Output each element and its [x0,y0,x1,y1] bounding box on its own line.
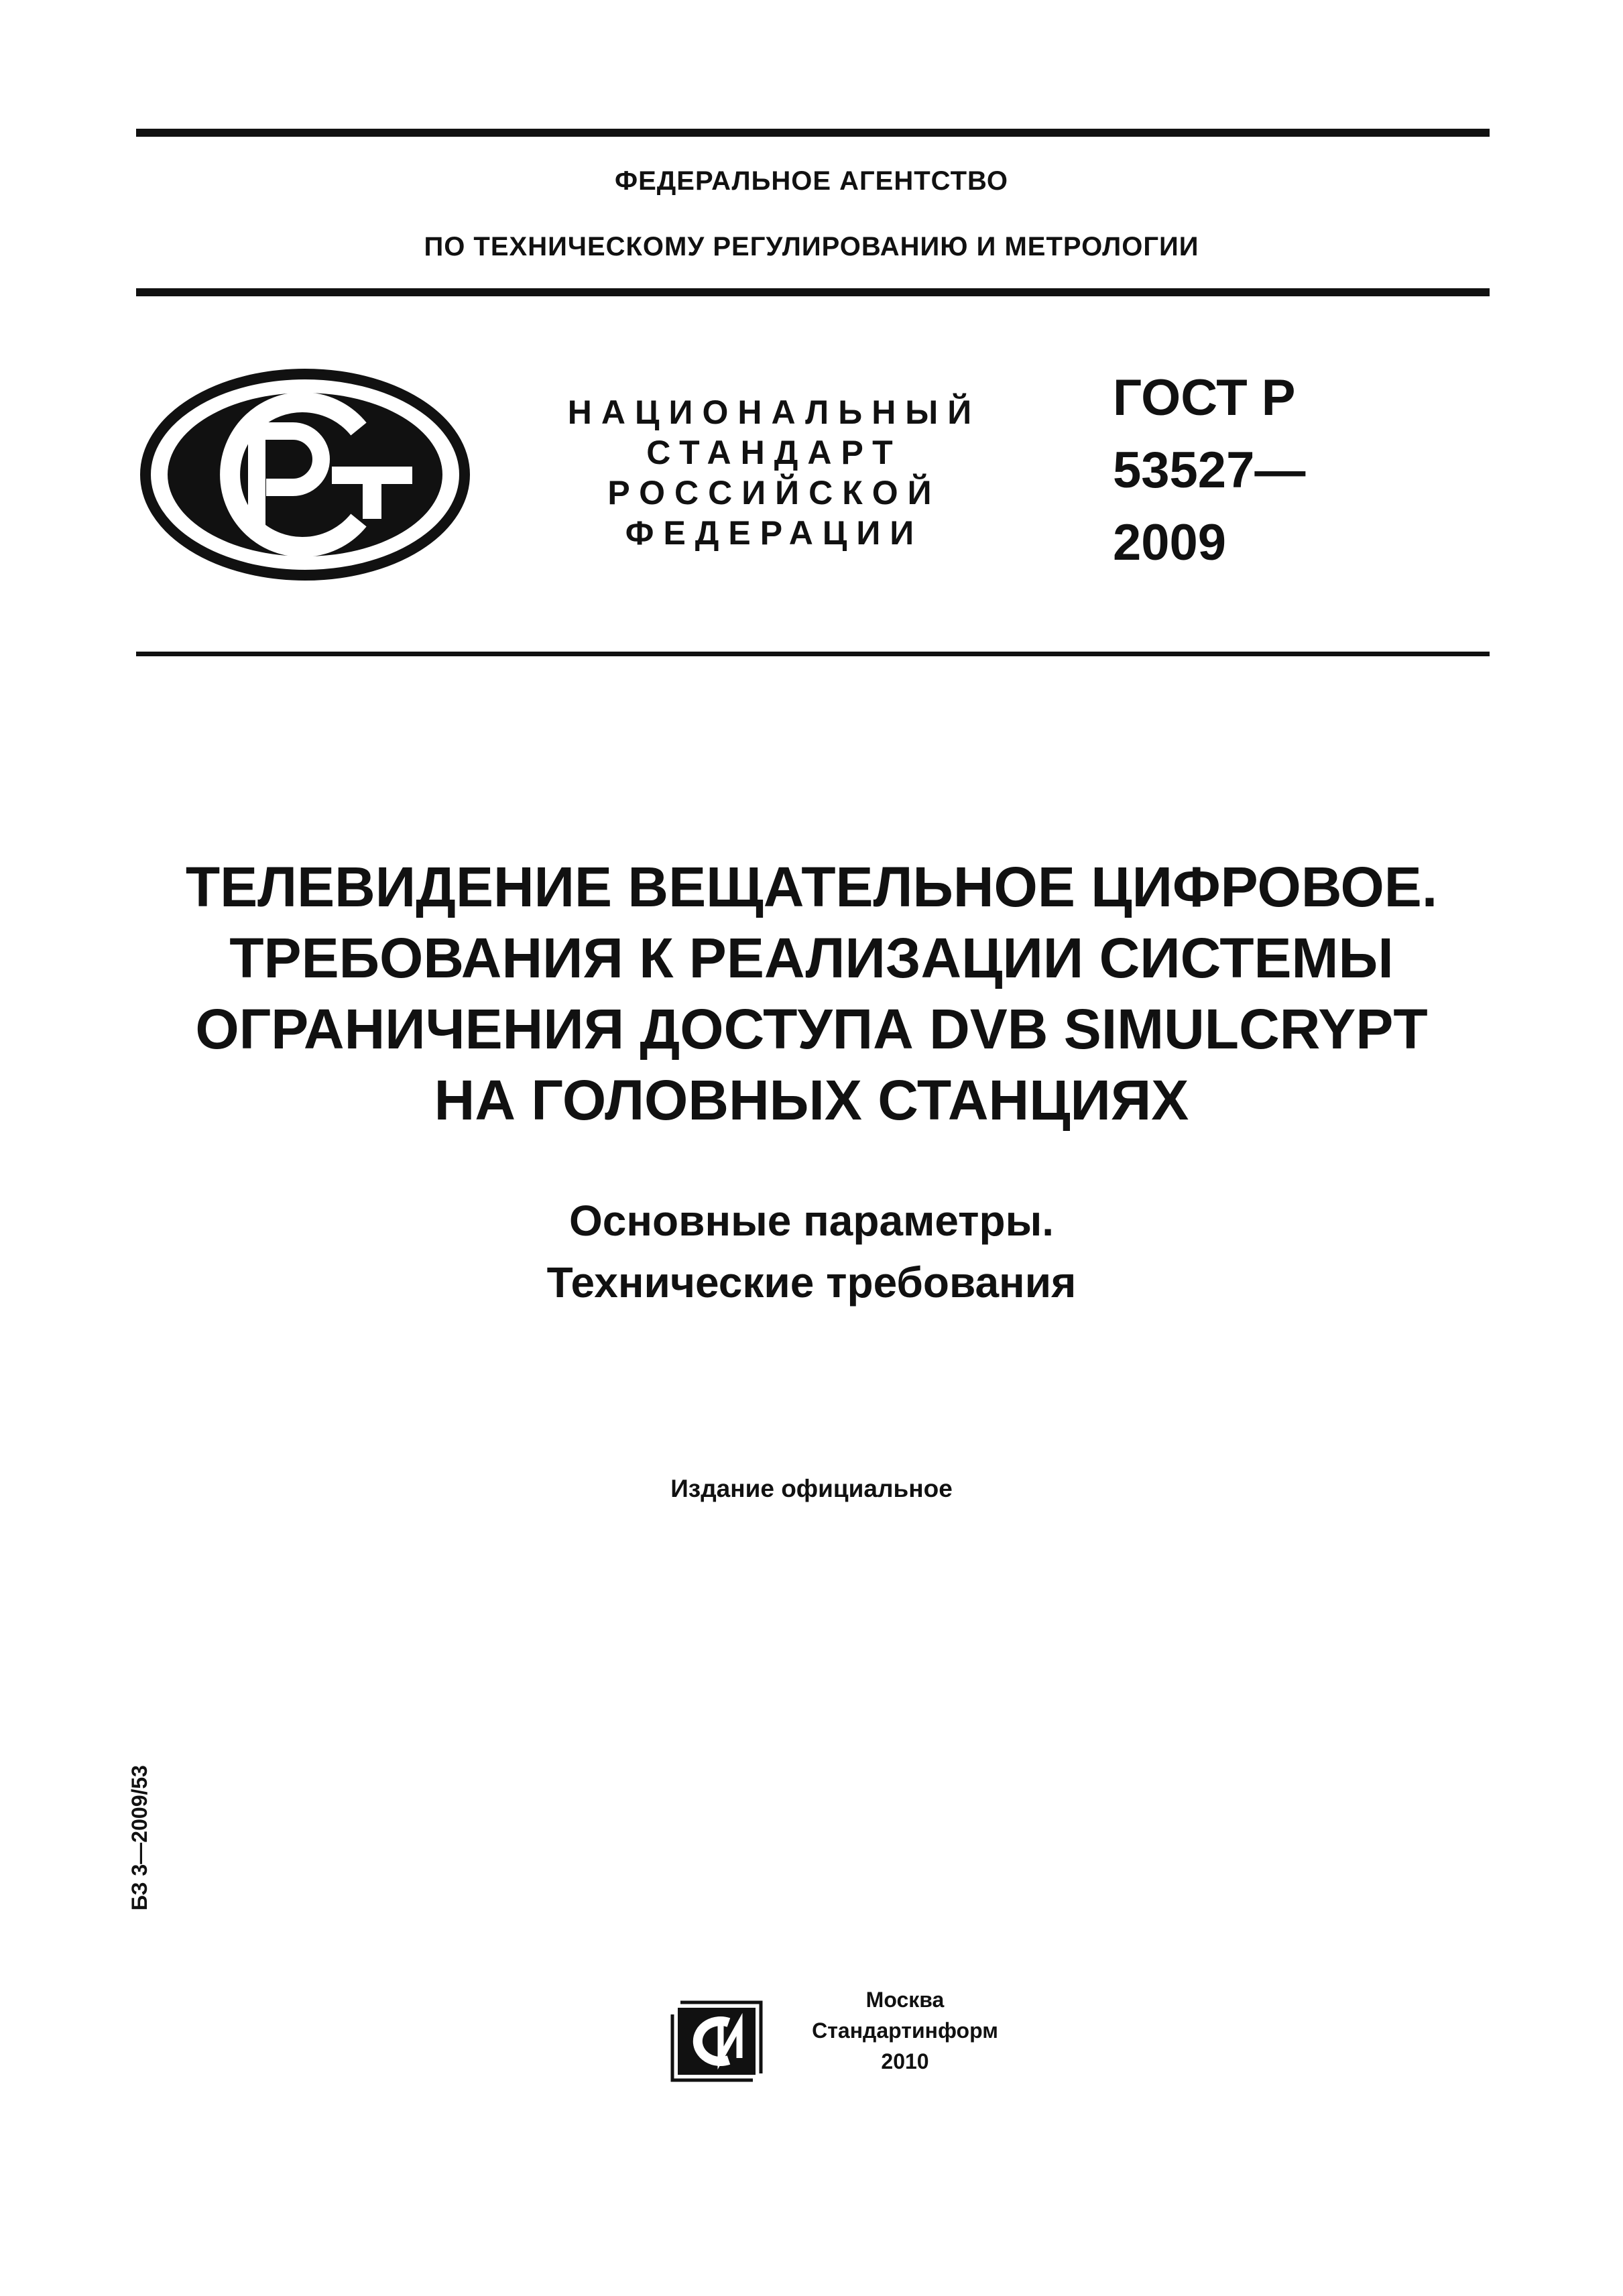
publisher-block [784,1984,1026,2077]
standartinform-icon [667,1994,768,2085]
publisher-city: Москва [865,1988,945,2012]
national-line: ФЕДЕРАЦИИ [625,514,924,552]
national-standard-label [556,392,992,553]
publisher-name: Стандартинформ [812,2018,998,2043]
side-code: БЗ 3—2009/53 [127,1765,152,1911]
title-line: ОГРАНИЧЕНИЯ ДОСТУПА DVB SIMULCRYPT [195,998,1428,1061]
gost-line: 2009 [1113,514,1227,571]
header-bottom-rule [136,288,1490,296]
document-title [0,851,1623,1136]
gost-line: ГОСТ Р [1113,369,1296,426]
national-line: СТАНДАРТ [646,434,902,471]
title-line: НА ГОЛОВНЫХ СТАНЦИЯХ [434,1069,1189,1132]
publisher-year: 2010 [881,2049,929,2073]
agency-line-2: ПО ТЕХНИЧЕСКОМУ РЕГУЛИРОВАНИЮ И МЕТРОЛОГИИ [424,232,1199,261]
agency-line-1: ФЕДЕРАЛЬНОЕ АГЕНТСТВО [614,166,1009,196]
gost-number [1113,362,1305,579]
rst-conformity-icon [137,367,473,582]
subtitle-line: Основные параметры. [568,1197,1055,1245]
document-subtitle [0,1190,1623,1313]
national-line: РОССИЙСКОЙ [607,474,941,511]
standard-bottom-rule [136,652,1490,656]
top-rule [136,129,1490,137]
national-line: НАЦИОНАЛЬНЫЙ [567,394,981,431]
gost-line: 53527— [1113,442,1306,499]
title-line: ТРЕБОВАНИЯ К РЕАЛИЗАЦИИ СИСТЕМЫ [229,926,1394,989]
title-line: ТЕЛЕВИДЕНИЕ ВЕЩАТЕЛЬНОЕ ЦИФРОВОЕ. [185,855,1438,918]
edition-label: Издание официальное [670,1475,953,1502]
subtitle-line: Технические требования [546,1258,1077,1307]
